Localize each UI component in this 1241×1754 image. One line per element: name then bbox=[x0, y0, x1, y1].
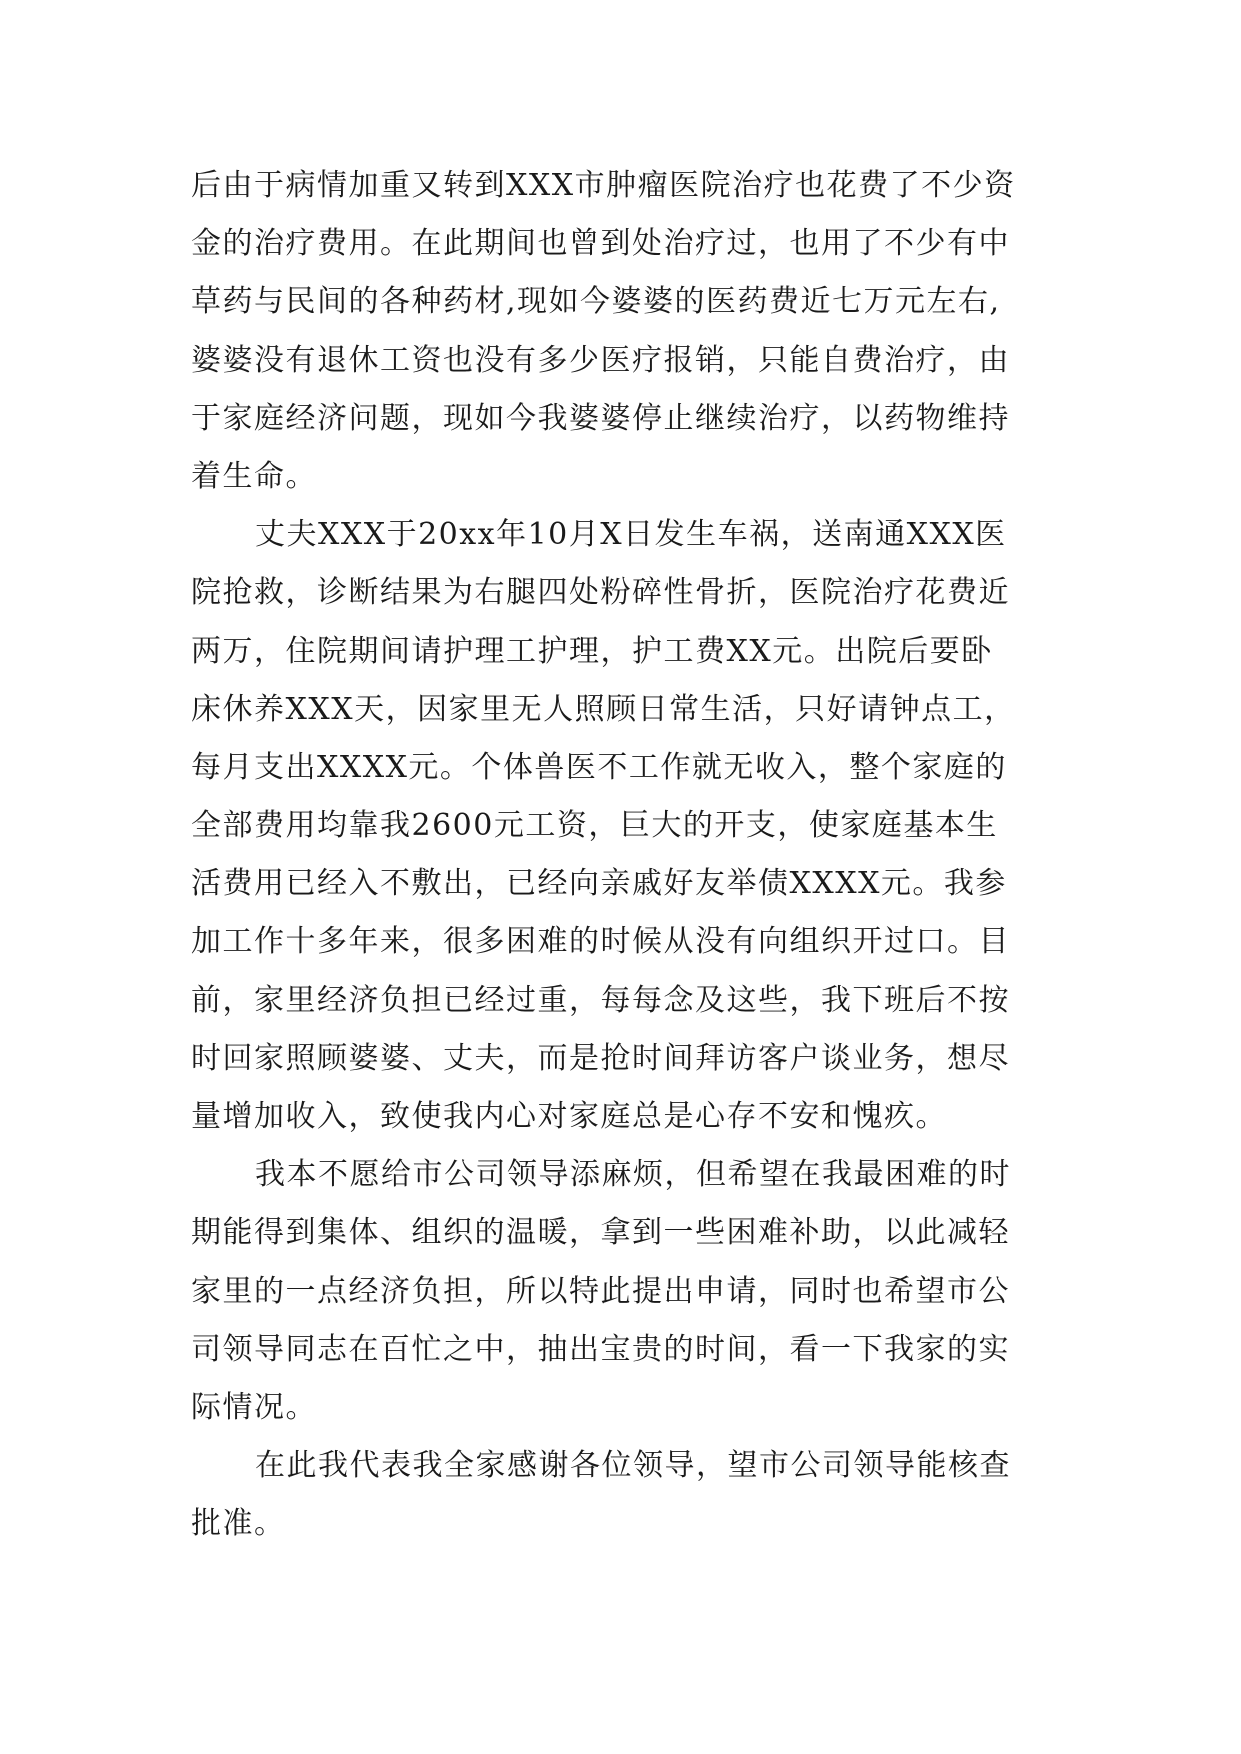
paragraph-line: 期能得到集体、组织的温暖，拿到一些困难补助，以此减轻 bbox=[191, 1215, 1010, 1251]
paragraph-line: 婆婆没有退休工资也没有多少医疗报销，只能自费治疗，由 bbox=[191, 342, 1010, 378]
paragraph-line: 时回家照顾婆婆、丈夫，而是抢时间拜访客户谈业务，想尽 bbox=[191, 1040, 1010, 1076]
paragraph-line: 加工作十多年来，很多困难的时候从没有向组织开过口。目 bbox=[191, 924, 1010, 960]
paragraph-first-line: 我本不愿给市公司领导添麻烦，但希望在我最困难的时 bbox=[255, 1157, 1011, 1193]
paragraph-line: 着生命。 bbox=[191, 458, 317, 494]
paragraph-line: 后由于病情加重又转到XXX市肿瘤医院治疗也花费了不少资 bbox=[191, 168, 1016, 203]
paragraph-first-line: 丈夫XXX于20xx年10月X日发生车祸，送南通XXX医 bbox=[255, 517, 1007, 553]
paragraph-line: 金的治疗费用。在此期间也曾到处治疗过，也用了不少有中 bbox=[191, 226, 1010, 262]
paragraph-line: 全部费用均靠我2600元工资，巨大的开支，使家庭基本生 bbox=[191, 808, 998, 844]
paragraph-line: 量增加收入，致使我内心对家庭总是心存不安和愧疚。 bbox=[191, 1099, 947, 1134]
paragraph-line: 于家庭经济问题，现如今我婆婆停止继续治疗，以药物维持 bbox=[191, 400, 1010, 436]
paragraph-line: 两万，住院期间请护理工护理，护工费XX元。出院后要卧 bbox=[191, 633, 993, 669]
paragraph-line: 际情况。 bbox=[191, 1389, 317, 1425]
paragraph-line: 草药与民间的各种药材,现如今婆婆的医药费近七万元左右, bbox=[191, 284, 1001, 320]
paragraph-line: 活费用已经入不敷出，已经向亲戚好友举债XXXX元。我参 bbox=[191, 866, 1007, 902]
paragraph-line: 床休养XXX天，因家里无人照顾日常生活，只好请钟点工， bbox=[191, 691, 1016, 727]
paragraph-line: 批准。 bbox=[191, 1506, 286, 1542]
paragraph-line: 每月支出XXXX元。个体兽医不工作就无收入，整个家庭的 bbox=[191, 749, 1007, 785]
paragraph-line: 院抢救，诊断结果为右腿四处粉碎性骨折，医院治疗花费近 bbox=[191, 575, 1010, 611]
paragraph-line: 家里的一点经济负担，所以特此提出申请，同时也希望市公 bbox=[191, 1273, 1010, 1309]
paragraph-first-line: 在此我代表我全家感谢各位领导，望市公司领导能核查 bbox=[255, 1448, 1011, 1484]
paragraph-line: 前，家里经济负担已经过重，每每念及这些，我下班后不按 bbox=[191, 982, 1010, 1018]
document-body bbox=[191, 157, 1091, 1554]
paragraph-line: 司领导同志在百忙之中，抽出宝贵的时间，看一下我家的实 bbox=[191, 1331, 1010, 1367]
